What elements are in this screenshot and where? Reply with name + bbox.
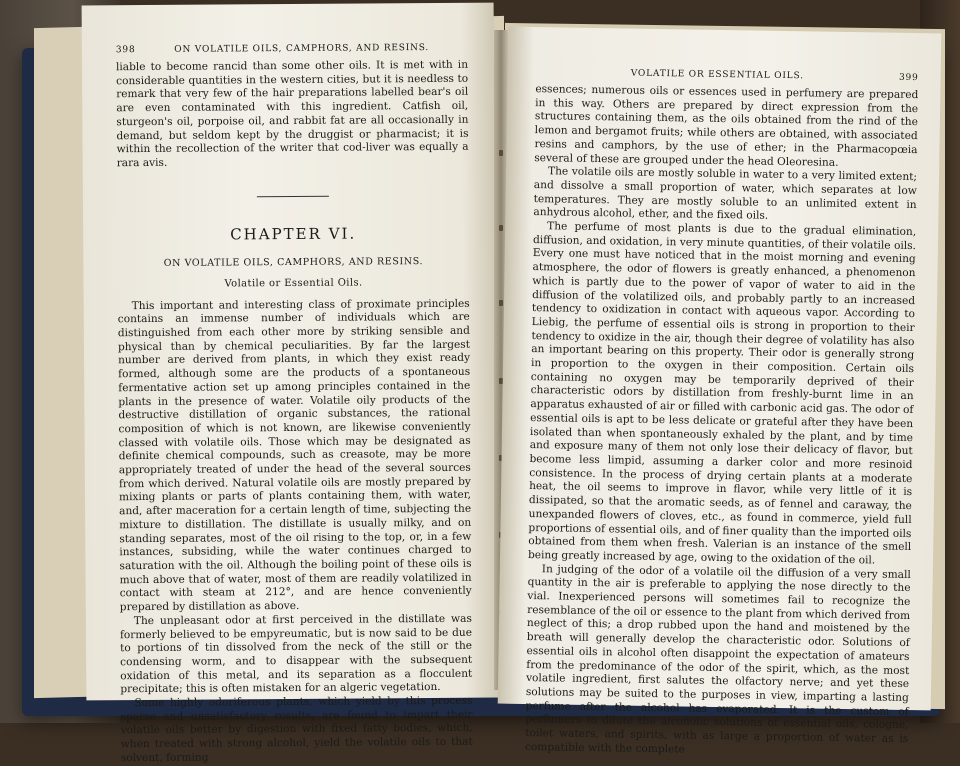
right-running-title: VOLATILE OR ESSENTIAL OILS. xyxy=(630,68,804,82)
right-paragraph: essences; numerous oils or essences used in perfumery are prepared in this way. Others are prepared by direct expression from the structures containing them, as the oils obtained from the rind of the lemon and bergamot fruits; while others are obtained, with associated resins and camphors, by the use of ether; in the Pharmacopœia several of these are grouped under the head Oleoresina. xyxy=(534,83,919,169)
right-running-head xyxy=(536,67,919,83)
left-running-title: ON VOLATILE OILS, CAMPHORS, AND RESINS. xyxy=(174,43,430,55)
left-page-number: 398 xyxy=(115,45,136,56)
binding-stitch xyxy=(499,225,503,231)
chapter-subtitle: ON VOLATILE OILS, CAMPHORS, AND RESINS. xyxy=(163,255,424,269)
right-paragraph: The volatile oils are mostly soluble in water to a very limited extent; and dissolve a small proportion of water, which separates at low temperatures. They are mostly soluble to an unlimited extent in anhydrous alcohol, ether, and the fixed oils. xyxy=(533,165,918,223)
left-page xyxy=(82,3,499,765)
right-paragraph: The perfume of most plants is due to the gradual elimination, diffusion, and oxidation, in very minute quantities, of their volatile oils. Every one must have noticed that in the moist morning and evening atmosphere, the odor of flowers is greatly enhanced, a phenomenon which is partly due to the power of vapor of water to aid in the diffusion of the volatilized oils, and probably partly to an increased tendency to oxidization in contact with aqueous vapor. According to Liebig, the perfume of essential oils is strong in proportion to their tendency to oxidize in the air, though their degree of volatility has also an important bearing on this property. Their odor is generally strong in proportion to the oxygen in their composition. Certain oils containing no oxygen may be temporarily deprived of their characteristic odors by distillation from freshly-burnt lime in an apparatus exhausted of air or filled with carbonic acid gas. The odor of essential oils is apt to be less delicate or grateful after they have been isolated than when spontaneously exhaled by the plant, and by time and exposure many of them not only lose their delicacy of flavor, but become less limpid, assuming a darker color and more resinoid consistence. In the process of drying certain plants at a moderate heat, the oil seems to improve in flavor, while very little of it is dissipated, so that the aromatic seeds, as of fennel and caraway, the unexpanded flowers of cloves, etc., as found in commerce, yield full proportions of essential oils, and of finer quality than the imported oils obtained from them when fresh. Valerian is an instance of the smell being greatly increased by age, owing to the oxidation of the oil. xyxy=(527,220,917,567)
left-paragraph: The unpleasant odor at first perceived in the distillate was formerly believed to be empyreumatic, but is now said to be due to portions of tin dissolved from the neck of the still or the condensing worm, and to disappear with the subsequent oxidation of this metal, and its separation as a flocculent precipitate; this is often mistaken for an algeric vegetation. xyxy=(119,612,473,696)
left-running-head xyxy=(116,43,468,55)
right-page-number: 399 xyxy=(898,72,919,84)
binding-stitch xyxy=(499,150,503,156)
section-divider xyxy=(257,195,329,197)
chapter-title: CHAPTER VI. xyxy=(230,224,357,244)
section-title: Volatile or Essential Oils. xyxy=(224,277,363,290)
right-page xyxy=(498,27,942,756)
left-paragraph: Some highly odoriferous plants, which yield by this process sparse and unsatisfactory results, are found to impart their volatile oils better by digestion with fixed fatty bodies, which, when treated with strong alcohol, yield the volatile oils to that solvent, forming xyxy=(120,694,473,765)
binding-stitch xyxy=(499,300,503,306)
left-top-paragraph: liable to become rancid than some other oils. It is met with in considerable quantities in the western cities, but it is needless to remark that very few of the hair preparations labelled bear's oil are even contaminated with this ingredient. Catfish oil, sturgeon's oil, porpoise oil, and rabbit fat are all occasionally in demand, but seldom kept by the druggist or pharmacist; it is within the recollection of the writer that cod-liver was equally a rara avis. xyxy=(115,58,469,170)
right-paragraph: In judging of the odor of a volatile oil the diffusion of a very small quantity in the air is preferable to applying the nose directly to the vial. Inexperienced persons will sometimes fail to recognize the resemblance of the oil or essence to the plant from which derived from neglect of this; a drop rubbed upon the hand and moistened by the breath will generally develop the characteristic odor. Solutions of essential oils in alcohol often disappoint the expectation of amateurs from the predominance of the odor of the spirit, which, as the most volatile ingredient, first salutes the olfactory nerve; and yet these solutions may be suited to the purposes in view, imparting a lasting perfume after the alcohol has evaporated. It is the custom of perfumers to dilute the alcoholic solutions of essential oils, cologne, toilet waters, and spirits, with as large a proportion of water as is compatible with the complete xyxy=(524,562,911,756)
left-paragraph: This important and interesting class of proximate principles contains an immense number of individuals which are distinguished from each other more by striking sensible and physical than by chemical peculiarities. By far the largest number are derived from plants, in which they exist ready formed, although some are the products of a spontaneous fermentative action set up among principles contained in the plants in the presence of water. Volatile oily products of the destructive distillation of organic substances, the rational composition of which is not known, are likewise conveniently classed with volatile oils. Those which may be designated as definite chemical compounds, such as creasote, may be more appropriately treated of under the head of the several sources from which derived. Natural volatile oils are mostly prepared by mixing plants or parts of plants containing them, with water, and, after maceration for a certain length of time, subjecting the mixture to distillation. The distillate is usually milky, and on standing separates, most of the oil rising to the top, or, in a few instances, subsiding, while the water continues charged to saturation with the oil. Although the boiling point of these oils is much above that of water, most of them are readily volatilized in contact with steam at 212°, and are hence conveniently prepared by distillation as above. xyxy=(117,297,472,614)
